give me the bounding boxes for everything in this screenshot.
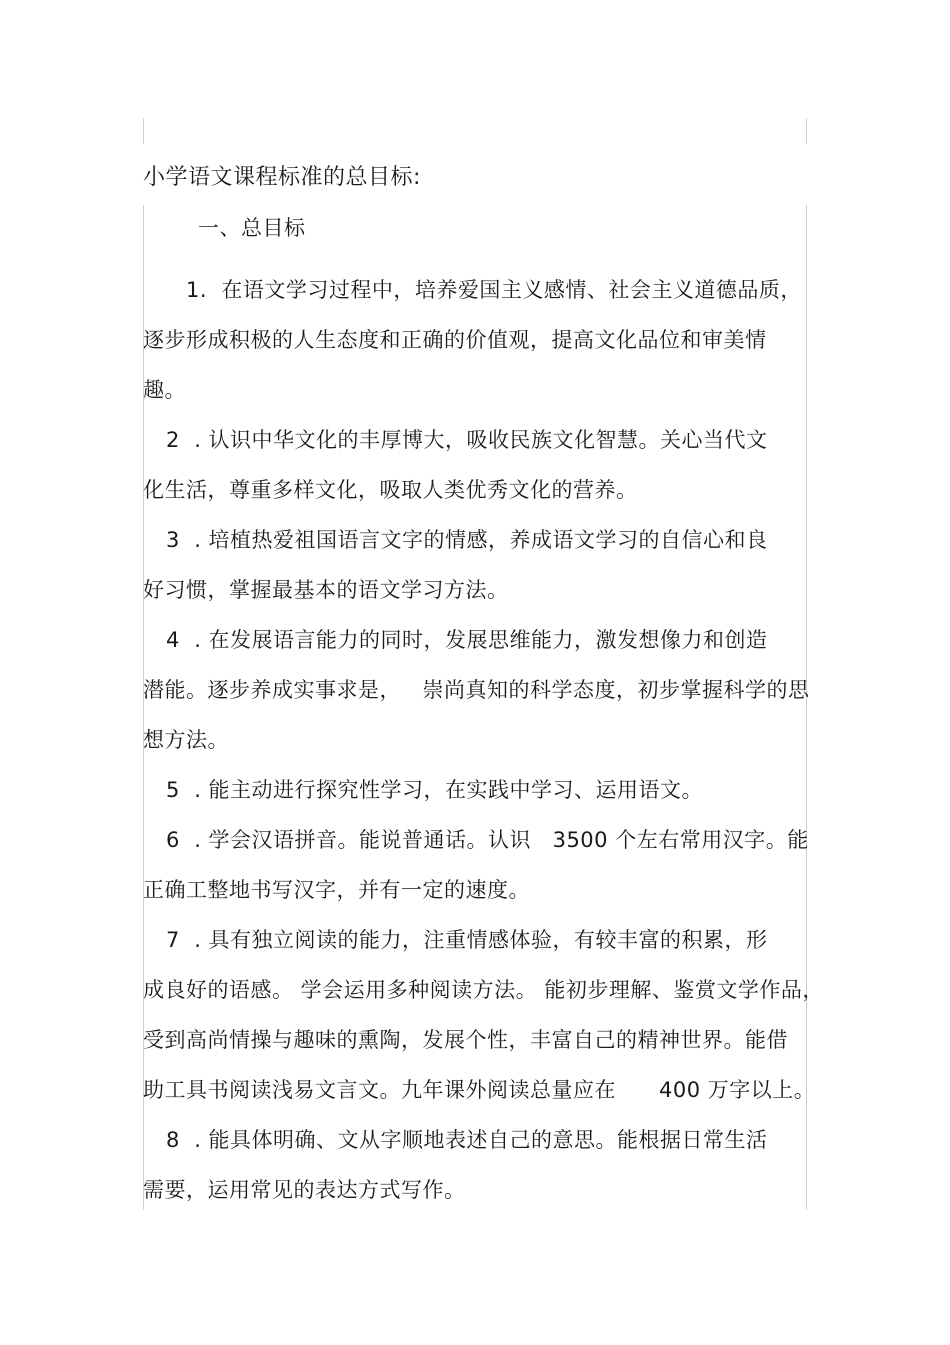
right-margin-rule	[806, 205, 807, 1210]
right-margin-rule-top	[806, 118, 807, 144]
paragraph-line: 助工具书阅读浅易文言文。九年课外阅读总量应在 400 万字以上。	[143, 1078, 816, 1102]
paragraph-line: 4 . 在发展语言能力的同时，发展思维能力，激发想像力和创造	[166, 628, 768, 652]
paragraph-line: 6 . 学会汉语拼音。能说普通话。认识 3500 个左右常用汉字。能	[166, 828, 809, 852]
paragraph-line: 好习惯，掌握最基本的语文学习方法。	[143, 578, 509, 602]
paragraph-line: 2 . 认识中华文化的丰厚博大，吸收民族文化智慧。关心当代文	[166, 428, 768, 452]
paragraph-line: 趣。	[143, 378, 186, 402]
document-title: 小学语文课程标准的总目标:	[143, 165, 421, 190]
paragraph-line: 受到高尚情操与趣味的熏陶，发展个性，丰富自己的精神世界。能借	[143, 1028, 788, 1052]
paragraph-line: 3 . 培植热爱祖国语言文字的情感，养成语文学习的自信心和良	[166, 528, 768, 552]
paragraph-line: 8 . 能具体明确、文从字顺地表述自己的意思。能根据日常生活	[166, 1128, 768, 1152]
paragraph-line: 1. 在语文学习过程中，培养爱国主义感情、社会主义道德品质，	[186, 278, 802, 302]
paragraph-line: 需要，运用常见的表达方式写作。	[143, 1178, 466, 1202]
paragraph-line: 正确工整地书写汉字，并有一定的速度。	[143, 878, 530, 902]
paragraph-line: 7 . 具有独立阅读的能力，注重情感体验，有较丰富的积累，形	[166, 928, 768, 952]
paragraph-line: 逐步形成积极的人生态度和正确的价值观，提高文化品位和审美情	[143, 328, 767, 352]
paragraph-line: 潜能。逐步养成实事求是， 崇尚真知的科学态度，初步掌握科学的思	[143, 678, 810, 702]
paragraph-line: 化生活，尊重多样文化，吸取人类优秀文化的营养。	[143, 478, 638, 502]
left-margin-rule-top	[143, 118, 144, 144]
paragraph-line: 想方法。	[143, 728, 229, 752]
paragraph-line: 成良好的语感。 学会运用多种阅读方法。 能初步理解、鉴赏文学作品，	[143, 978, 824, 1002]
paragraph-line: 5 . 能主动进行探究性学习，在实践中学习、运用语文。	[166, 778, 704, 802]
section-heading: 一、总目标	[198, 216, 306, 240]
left-margin-rule	[143, 205, 144, 1210]
